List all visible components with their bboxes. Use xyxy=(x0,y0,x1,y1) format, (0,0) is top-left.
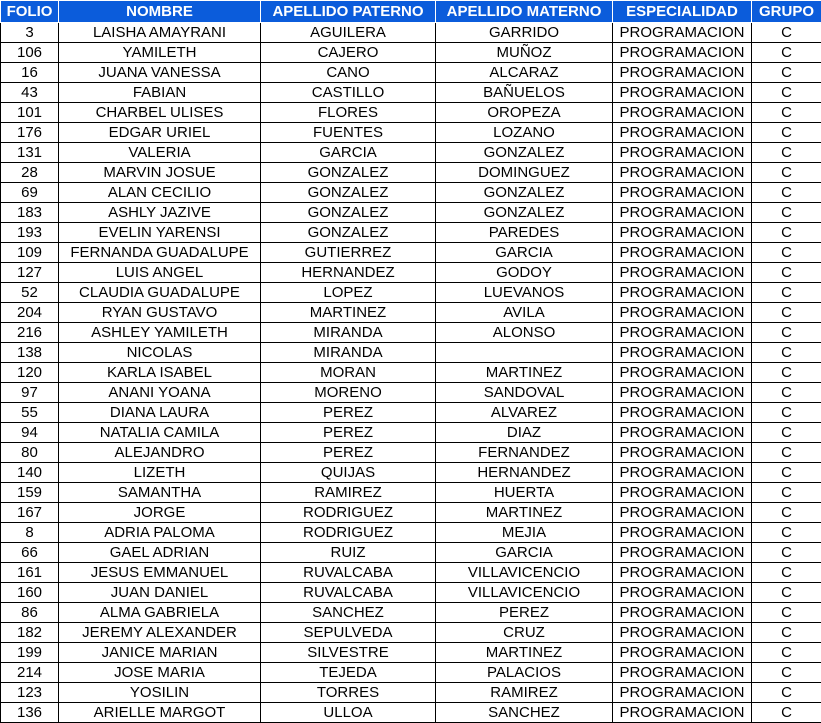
grupo-cell: C xyxy=(752,343,821,363)
grupo-cell: C xyxy=(752,323,821,343)
folio-cell: 167 xyxy=(1,503,59,523)
apellido-paterno-cell: FLORES xyxy=(261,103,436,123)
grupo-cell: C xyxy=(752,163,821,183)
table-row xyxy=(1,63,821,83)
folio-cell: 216 xyxy=(1,323,59,343)
apellido-paterno-cell: CASTILLO xyxy=(261,83,436,103)
grupo-cell: C xyxy=(752,663,821,683)
nombre-cell: JEREMY ALEXANDER xyxy=(59,623,261,643)
nombre-cell: LUIS ANGEL xyxy=(59,263,261,283)
apellido-paterno-cell: TEJEDA xyxy=(261,663,436,683)
folio-cell: 182 xyxy=(1,623,59,643)
grupo-cell: C xyxy=(752,683,821,703)
nombre-cell: JUAN DANIEL xyxy=(59,583,261,603)
apellido-paterno-cell: GARCIA xyxy=(261,143,436,163)
folio-cell: 176 xyxy=(1,123,59,143)
folio-cell: 8 xyxy=(1,523,59,543)
especialidad-cell: PROGRAMACION xyxy=(613,503,752,523)
apellido-paterno-cell: RUVALCABA xyxy=(261,583,436,603)
especialidad-cell: PROGRAMACION xyxy=(613,683,752,703)
table-row xyxy=(1,363,821,383)
apellido-materno-cell: BAÑUELOS xyxy=(436,83,613,103)
table-row xyxy=(1,243,821,263)
apellido-materno-cell: GARCIA xyxy=(436,243,613,263)
nombre-cell: CHARBEL ULISES xyxy=(59,103,261,123)
nombre-cell: JOSE MARIA xyxy=(59,663,261,683)
especialidad-cell: PROGRAMACION xyxy=(613,83,752,103)
nombre-cell: KARLA ISABEL xyxy=(59,363,261,383)
table-row xyxy=(1,383,821,403)
grupo-cell: C xyxy=(752,143,821,163)
folio-cell: 136 xyxy=(1,703,59,723)
apellido-materno-cell: ALCARAZ xyxy=(436,63,613,83)
grupo-cell: C xyxy=(752,543,821,563)
grupo-cell: C xyxy=(752,283,821,303)
grupo-cell: C xyxy=(752,463,821,483)
grupo-cell: C xyxy=(752,303,821,323)
nombre-cell: ASHLEY YAMILETH xyxy=(59,323,261,343)
apellido-materno-cell: MARTINEZ xyxy=(436,643,613,663)
table-row xyxy=(1,143,821,163)
table-row xyxy=(1,103,821,123)
especialidad-cell: PROGRAMACION xyxy=(613,103,752,123)
folio-cell: 97 xyxy=(1,383,59,403)
nombre-cell: FERNANDA GUADALUPE xyxy=(59,243,261,263)
folio-cell: 214 xyxy=(1,663,59,683)
especialidad-cell: PROGRAMACION xyxy=(613,643,752,663)
folio-cell: 127 xyxy=(1,263,59,283)
apellido-paterno-cell: CAJERO xyxy=(261,43,436,63)
especialidad-cell: PROGRAMACION xyxy=(613,323,752,343)
apellido-paterno-cell: HERNANDEZ xyxy=(261,263,436,283)
especialidad-cell: PROGRAMACION xyxy=(613,23,752,43)
especialidad-cell: PROGRAMACION xyxy=(613,623,752,643)
nombre-cell: ALMA GABRIELA xyxy=(59,603,261,623)
apellido-paterno-cell: TORRES xyxy=(261,683,436,703)
table-row xyxy=(1,203,821,223)
table-row xyxy=(1,643,821,663)
especialidad-cell: PROGRAMACION xyxy=(613,343,752,363)
folio-cell: 109 xyxy=(1,243,59,263)
especialidad-cell: PROGRAMACION xyxy=(613,423,752,443)
nombre-cell: JUANA VANESSA xyxy=(59,63,261,83)
apellido-paterno-cell: QUIJAS xyxy=(261,463,436,483)
table-header xyxy=(1,1,821,23)
especialidad-cell: PROGRAMACION xyxy=(613,403,752,423)
apellido-paterno-cell: RAMIREZ xyxy=(261,483,436,503)
apellido-materno-cell: CRUZ xyxy=(436,623,613,643)
apellido-paterno-cell: SANCHEZ xyxy=(261,603,436,623)
table-row xyxy=(1,623,821,643)
grupo-header: GRUPO xyxy=(752,1,821,23)
grupo-cell: C xyxy=(752,203,821,223)
apellido-materno-cell: ALVAREZ xyxy=(436,403,613,423)
apellido-paterno-cell: CANO xyxy=(261,63,436,83)
especialidad-cell: PROGRAMACION xyxy=(613,43,752,63)
apellido-paterno-cell: GONZALEZ xyxy=(261,203,436,223)
apellido-materno-cell: PAREDES xyxy=(436,223,613,243)
table-row xyxy=(1,183,821,203)
table-row xyxy=(1,423,821,443)
nombre-cell: ADRIA PALOMA xyxy=(59,523,261,543)
grupo-cell: C xyxy=(752,523,821,543)
nombre-cell: YOSILIN xyxy=(59,683,261,703)
apellido-materno-cell: GONZALEZ xyxy=(436,203,613,223)
folio-cell: 101 xyxy=(1,103,59,123)
table-row xyxy=(1,283,821,303)
folio-cell: 66 xyxy=(1,543,59,563)
apellido-materno-cell: VILLAVICENCIO xyxy=(436,563,613,583)
apellido-paterno-cell: GONZALEZ xyxy=(261,183,436,203)
especialidad-cell: PROGRAMACION xyxy=(613,183,752,203)
apellido-paterno-cell: MARTINEZ xyxy=(261,303,436,323)
grupo-cell: C xyxy=(752,603,821,623)
especialidad-cell: PROGRAMACION xyxy=(613,263,752,283)
especialidad-cell: PROGRAMACION xyxy=(613,243,752,263)
grupo-cell: C xyxy=(752,623,821,643)
grupo-cell: C xyxy=(752,43,821,63)
especialidad-cell: PROGRAMACION xyxy=(613,583,752,603)
table-row xyxy=(1,123,821,143)
nombre-cell: LAISHA AMAYRANI xyxy=(59,23,261,43)
grupo-cell: C xyxy=(752,643,821,663)
folio-cell: 161 xyxy=(1,563,59,583)
especialidad-cell: PROGRAMACION xyxy=(613,223,752,243)
especialidad-cell: PROGRAMACION xyxy=(613,703,752,723)
folio-cell: 55 xyxy=(1,403,59,423)
nombre-cell: SAMANTHA xyxy=(59,483,261,503)
nombre-cell: EDGAR URIEL xyxy=(59,123,261,143)
folio-header: FOLIO xyxy=(1,1,59,23)
folio-cell: 120 xyxy=(1,363,59,383)
apellido-materno-cell: HUERTA xyxy=(436,483,613,503)
folio-cell: 28 xyxy=(1,163,59,183)
grupo-cell: C xyxy=(752,223,821,243)
especialidad-cell: PROGRAMACION xyxy=(613,283,752,303)
apellido-paterno-cell: SILVESTRE xyxy=(261,643,436,663)
apellido-paterno-cell: PEREZ xyxy=(261,443,436,463)
apellido-materno-cell: OROPEZA xyxy=(436,103,613,123)
nombre-cell: JORGE xyxy=(59,503,261,523)
folio-cell: 199 xyxy=(1,643,59,663)
nombre-cell: ALEJANDRO xyxy=(59,443,261,463)
apellido-materno-cell: MUÑOZ xyxy=(436,43,613,63)
header-row xyxy=(1,1,821,23)
apellido-paterno-cell: GONZALEZ xyxy=(261,163,436,183)
table-row xyxy=(1,543,821,563)
apellido-paterno-cell: MIRANDA xyxy=(261,343,436,363)
nombre-cell: RYAN GUSTAVO xyxy=(59,303,261,323)
especialidad-cell: PROGRAMACION xyxy=(613,463,752,483)
folio-cell: 183 xyxy=(1,203,59,223)
apellido-materno-cell: PALACIOS xyxy=(436,663,613,683)
apellido-materno-cell: RAMIREZ xyxy=(436,683,613,703)
especialidad-cell: PROGRAMACION xyxy=(613,563,752,583)
especialidad-cell: PROGRAMACION xyxy=(613,363,752,383)
folio-cell: 43 xyxy=(1,83,59,103)
especialidad-cell: PROGRAMACION xyxy=(613,443,752,463)
apellido-materno-cell xyxy=(436,343,613,363)
grupo-cell: C xyxy=(752,703,821,723)
apellido-materno-cell: GODOY xyxy=(436,263,613,283)
apellido-paterno-cell: GONZALEZ xyxy=(261,223,436,243)
apellido-materno-cell: SANDOVAL xyxy=(436,383,613,403)
nombre-cell: FABIAN xyxy=(59,83,261,103)
nombre-cell: ASHLY JAZIVE xyxy=(59,203,261,223)
grupo-cell: C xyxy=(752,183,821,203)
table-row xyxy=(1,703,821,723)
apellido-paterno-cell: MORAN xyxy=(261,363,436,383)
especialidad-cell: PROGRAMACION xyxy=(613,523,752,543)
nombre-cell: EVELIN YARENSI xyxy=(59,223,261,243)
table-row xyxy=(1,223,821,243)
apellido-materno-cell: HERNANDEZ xyxy=(436,463,613,483)
nombre-cell: LIZETH xyxy=(59,463,261,483)
apellido-materno-header: APELLIDO MATERNO xyxy=(436,1,613,23)
apellido-materno-cell: FERNANDEZ xyxy=(436,443,613,463)
apellido-materno-cell: DIAZ xyxy=(436,423,613,443)
folio-cell: 123 xyxy=(1,683,59,703)
especialidad-cell: PROGRAMACION xyxy=(613,163,752,183)
folio-cell: 69 xyxy=(1,183,59,203)
apellido-materno-cell: LUEVANOS xyxy=(436,283,613,303)
especialidad-header: ESPECIALIDAD xyxy=(613,1,752,23)
apellido-paterno-cell: MIRANDA xyxy=(261,323,436,343)
folio-cell: 80 xyxy=(1,443,59,463)
apellido-paterno-cell: MORENO xyxy=(261,383,436,403)
apellido-paterno-cell: ULLOA xyxy=(261,703,436,723)
table-row xyxy=(1,523,821,543)
table-row xyxy=(1,663,821,683)
table-row xyxy=(1,83,821,103)
folio-cell: 52 xyxy=(1,283,59,303)
table-row xyxy=(1,323,821,343)
table-row xyxy=(1,503,821,523)
nombre-cell: GAEL ADRIAN xyxy=(59,543,261,563)
table-row xyxy=(1,603,821,623)
apellido-materno-cell: GARCIA xyxy=(436,543,613,563)
grupo-cell: C xyxy=(752,363,821,383)
folio-cell: 86 xyxy=(1,603,59,623)
grupo-cell: C xyxy=(752,23,821,43)
grupo-cell: C xyxy=(752,63,821,83)
grupo-cell: C xyxy=(752,383,821,403)
folio-cell: 140 xyxy=(1,463,59,483)
especialidad-cell: PROGRAMACION xyxy=(613,483,752,503)
grupo-cell: C xyxy=(752,503,821,523)
grupo-cell: C xyxy=(752,103,821,123)
apellido-materno-cell: SANCHEZ xyxy=(436,703,613,723)
apellido-materno-cell: GONZALEZ xyxy=(436,183,613,203)
apellido-materno-cell: GONZALEZ xyxy=(436,143,613,163)
grupo-cell: C xyxy=(752,83,821,103)
folio-cell: 106 xyxy=(1,43,59,63)
table-row xyxy=(1,43,821,63)
table-row xyxy=(1,23,821,43)
grupo-cell: C xyxy=(752,443,821,463)
especialidad-cell: PROGRAMACION xyxy=(613,303,752,323)
apellido-paterno-cell: LOPEZ xyxy=(261,283,436,303)
table-row xyxy=(1,263,821,283)
nombre-cell: JANICE MARIAN xyxy=(59,643,261,663)
nombre-cell: DIANA LAURA xyxy=(59,403,261,423)
nombre-cell: ALAN CECILIO xyxy=(59,183,261,203)
table-row xyxy=(1,443,821,463)
folio-cell: 131 xyxy=(1,143,59,163)
table-row xyxy=(1,163,821,183)
especialidad-cell: PROGRAMACION xyxy=(613,383,752,403)
apellido-materno-cell: MEJIA xyxy=(436,523,613,543)
apellido-paterno-cell: RUIZ xyxy=(261,543,436,563)
especialidad-cell: PROGRAMACION xyxy=(613,603,752,623)
grupo-cell: C xyxy=(752,403,821,423)
nombre-cell: MARVIN JOSUE xyxy=(59,163,261,183)
apellido-paterno-cell: RODRIGUEZ xyxy=(261,503,436,523)
apellido-materno-cell: GARRIDO xyxy=(436,23,613,43)
nombre-cell: JESUS EMMANUEL xyxy=(59,563,261,583)
table-row xyxy=(1,403,821,423)
apellido-materno-cell: PEREZ xyxy=(436,603,613,623)
table-row xyxy=(1,303,821,323)
table-row xyxy=(1,463,821,483)
nombre-cell: YAMILETH xyxy=(59,43,261,63)
apellido-paterno-cell: PEREZ xyxy=(261,403,436,423)
especialidad-cell: PROGRAMACION xyxy=(613,543,752,563)
folio-cell: 94 xyxy=(1,423,59,443)
apellido-materno-cell: AVILA xyxy=(436,303,613,323)
apellido-materno-cell: LOZANO xyxy=(436,123,613,143)
nombre-cell: CLAUDIA GUADALUPE xyxy=(59,283,261,303)
apellido-paterno-cell: GUTIERREZ xyxy=(261,243,436,263)
apellido-materno-cell: ALONSO xyxy=(436,323,613,343)
table-row xyxy=(1,483,821,503)
folio-cell: 138 xyxy=(1,343,59,363)
apellido-paterno-header: APELLIDO PATERNO xyxy=(261,1,436,23)
nombre-cell: ANANI YOANA xyxy=(59,383,261,403)
especialidad-cell: PROGRAMACION xyxy=(613,63,752,83)
folio-cell: 159 xyxy=(1,483,59,503)
table-row xyxy=(1,563,821,583)
grupo-cell: C xyxy=(752,123,821,143)
folio-cell: 3 xyxy=(1,23,59,43)
grupo-cell: C xyxy=(752,263,821,283)
apellido-materno-cell: MARTINEZ xyxy=(436,363,613,383)
especialidad-cell: PROGRAMACION xyxy=(613,123,752,143)
apellido-paterno-cell: SEPULVEDA xyxy=(261,623,436,643)
folio-cell: 160 xyxy=(1,583,59,603)
apellido-materno-cell: DOMINGUEZ xyxy=(436,163,613,183)
table-row xyxy=(1,583,821,603)
grupo-cell: C xyxy=(752,563,821,583)
apellido-materno-cell: MARTINEZ xyxy=(436,503,613,523)
nombre-header: NOMBRE xyxy=(59,1,261,23)
grupo-cell: C xyxy=(752,583,821,603)
folio-cell: 16 xyxy=(1,63,59,83)
apellido-paterno-cell: AGUILERA xyxy=(261,23,436,43)
grupo-cell: C xyxy=(752,243,821,263)
table-row xyxy=(1,683,821,703)
nombre-cell: VALERIA xyxy=(59,143,261,163)
apellido-paterno-cell: RODRIGUEZ xyxy=(261,523,436,543)
nombre-cell: NICOLAS xyxy=(59,343,261,363)
grupo-cell: C xyxy=(752,423,821,443)
table-row xyxy=(1,343,821,363)
apellido-paterno-cell: RUVALCABA xyxy=(261,563,436,583)
apellido-paterno-cell: FUENTES xyxy=(261,123,436,143)
table-body xyxy=(1,23,821,723)
especialidad-cell: PROGRAMACION xyxy=(613,663,752,683)
especialidad-cell: PROGRAMACION xyxy=(613,143,752,163)
especialidad-cell: PROGRAMACION xyxy=(613,203,752,223)
folio-cell: 193 xyxy=(1,223,59,243)
apellido-paterno-cell: PEREZ xyxy=(261,423,436,443)
nombre-cell: ARIELLE MARGOT xyxy=(59,703,261,723)
nombre-cell: NATALIA CAMILA xyxy=(59,423,261,443)
folio-cell: 204 xyxy=(1,303,59,323)
apellido-materno-cell: VILLAVICENCIO xyxy=(436,583,613,603)
grupo-cell: C xyxy=(752,483,821,503)
